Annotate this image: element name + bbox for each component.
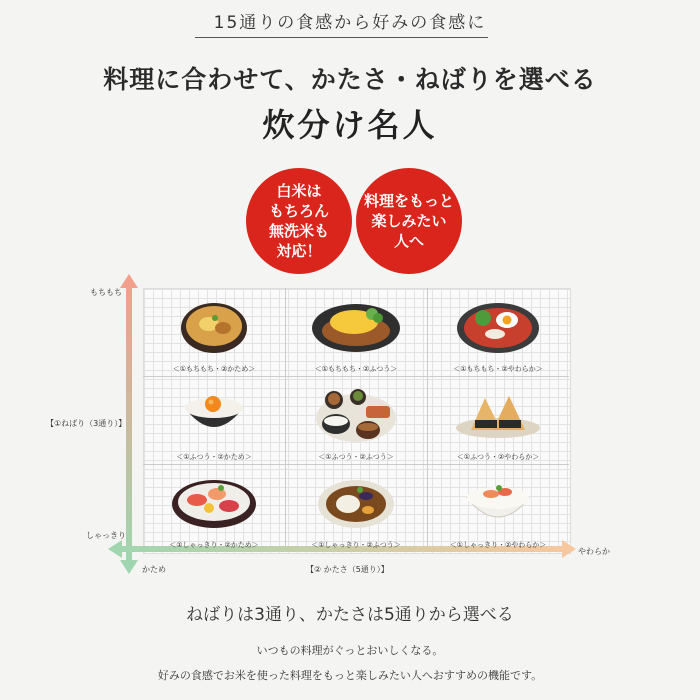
cell-caption: ＜①しゃっきり・②ふつう＞ bbox=[311, 541, 401, 549]
cell-caption: ＜①もちもち・②かため＞ bbox=[172, 365, 256, 373]
cell-caption: ＜①もちもち・②やわらか＞ bbox=[453, 365, 543, 373]
y-axis-mid-label: 【①ねばり（3通り）】 bbox=[46, 419, 127, 428]
cell-futsuu-futsuu bbox=[285, 376, 427, 464]
summary-line-2: 好みの食感でお米を使った料理をもっと楽しみたい人へおすすめの機能です。 bbox=[157, 669, 543, 682]
headline: 料理に合わせて、かたさ・ねばりを選べる bbox=[103, 65, 597, 94]
cell-futsuu-yawaraka bbox=[427, 376, 569, 464]
y-axis-arrowhead-bottom bbox=[120, 560, 138, 574]
cell-caption: ＜①しゃっきり・②かため＞ bbox=[169, 541, 259, 549]
omurice-icon bbox=[310, 298, 402, 354]
y-axis-bottom-label: しゃっきり bbox=[86, 531, 126, 540]
x-axis-arrowhead-left bbox=[108, 540, 122, 558]
cell-caption: ＜①ふつう・②やわらか＞ bbox=[456, 453, 540, 461]
summary-line-1: いつもの料理がぐっとおいしくなる。 bbox=[256, 644, 444, 657]
x-axis-right-label: やわらか bbox=[578, 547, 610, 556]
x-axis-left-label: かため bbox=[142, 565, 166, 574]
subtitle: 15通りの食感から好みの食感に bbox=[213, 13, 487, 33]
oyakodon-icon bbox=[179, 298, 249, 354]
teishoku-set-icon bbox=[314, 386, 398, 444]
product-name: 炊分け名人 bbox=[262, 106, 438, 144]
cell-caption: ＜①しゃっきり・②やわらか＞ bbox=[449, 541, 547, 549]
badge-enjoy-cooking: 料理をもっと 楽しみたい 人へ bbox=[356, 168, 462, 274]
cell-mochimochi-katame bbox=[143, 288, 285, 376]
y-axis-arrowhead bbox=[120, 274, 138, 288]
cell-caption: ＜①もちもち・②ふつう＞ bbox=[314, 365, 398, 373]
y-axis bbox=[126, 284, 132, 566]
x-axis-mid-label: 【② かたさ（5通り）】 bbox=[306, 565, 389, 574]
cell-shakkiri-katame bbox=[143, 464, 285, 552]
cell-shakkiri-futsuu bbox=[285, 464, 427, 552]
locomoco-icon bbox=[455, 298, 541, 354]
curry-icon bbox=[316, 474, 396, 530]
y-axis-top-label: もちもち bbox=[90, 288, 122, 297]
cell-mochimochi-yawaraka bbox=[427, 288, 569, 376]
seafood-rice-bowl-icon bbox=[463, 474, 533, 530]
cell-mochimochi-futsuu bbox=[285, 288, 427, 376]
cell-futsuu-katame bbox=[143, 376, 285, 464]
cell-caption: ＜①ふつう・②ふつう＞ bbox=[318, 453, 394, 461]
badge-rice-type: 白米は もちろん 無洗米も 対応！ bbox=[246, 168, 352, 274]
kaisendon-icon bbox=[169, 474, 259, 530]
egg-rice-bowl-icon bbox=[181, 386, 247, 442]
summary-heading: ねばりは3通り、かたさは5通りから選べる bbox=[186, 605, 514, 625]
onigiri-icon bbox=[453, 386, 543, 442]
cell-caption: ＜①ふつう・②かため＞ bbox=[176, 453, 252, 461]
cell-shakkiri-yawaraka bbox=[427, 464, 569, 552]
